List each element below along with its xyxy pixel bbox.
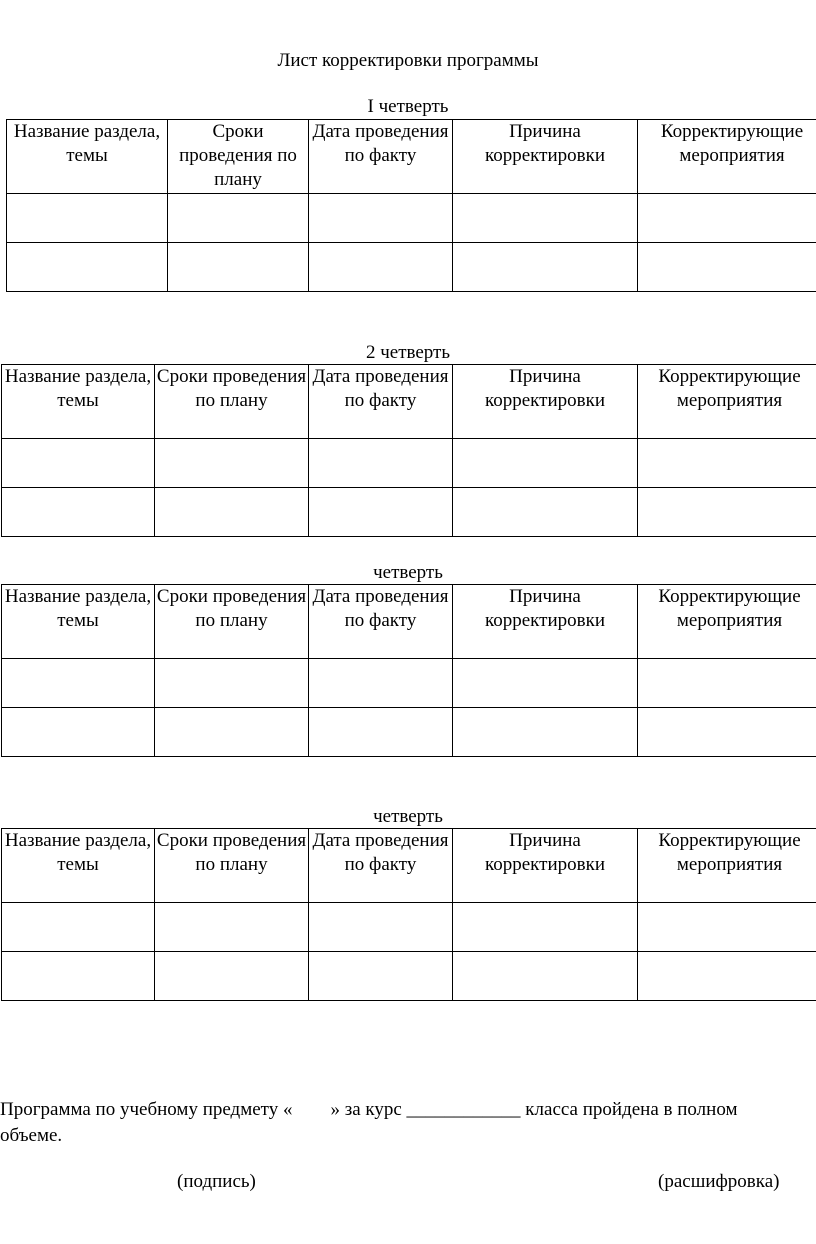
header-section-name: Название раздела, темы (2, 365, 155, 439)
header-reason: Причина корректировки (453, 829, 638, 903)
header-row (7, 120, 816, 194)
table-cell (453, 194, 638, 243)
table-cell (7, 194, 168, 243)
table-cell (155, 488, 309, 537)
table-cell (309, 243, 453, 292)
table-cell (453, 659, 638, 708)
header-actual-date: Дата проведения по факту (309, 585, 453, 659)
table-cell (2, 439, 155, 488)
quarter-2-label: 2 четверть (365, 342, 451, 363)
header-planned-dates: Сроки проведения по плану (168, 120, 309, 194)
table-cell (638, 659, 816, 708)
table-cell (2, 488, 155, 537)
quarter-4-table (1, 828, 816, 1001)
header-row (2, 829, 816, 903)
header-measures: Корректирующие мероприятия (638, 829, 816, 903)
table-cell (155, 903, 309, 952)
header-actual-date: Дата проведения по факту (309, 829, 453, 903)
table-cell (453, 488, 638, 537)
header-measures: Корректирующие мероприятия (638, 585, 816, 659)
table-cell (453, 708, 638, 757)
table-cell (638, 488, 816, 537)
table-cell (155, 659, 309, 708)
table-cell (453, 903, 638, 952)
table-cell (638, 439, 816, 488)
header-row (2, 365, 816, 439)
table-row (2, 952, 816, 1001)
table-cell (155, 708, 309, 757)
table-cell (309, 952, 453, 1001)
quarter-1-label: I четверть (367, 96, 449, 117)
document-title: Лист корректировки программы (277, 50, 539, 71)
table-cell (453, 439, 638, 488)
table-row (7, 194, 816, 243)
table-row (2, 659, 816, 708)
table-cell (309, 194, 453, 243)
signature-label: (подпись) (177, 1171, 256, 1192)
header-measures: Корректирующие мероприятия (638, 120, 816, 194)
header-reason: Причина корректировки (453, 365, 638, 439)
completion-line-2: объеме. (0, 1125, 63, 1146)
header-section-name: Название раздела, темы (2, 829, 155, 903)
table-cell (638, 243, 816, 292)
header-planned-dates: Сроки проведения по плану (155, 585, 309, 659)
header-section-name: Название раздела, темы (7, 120, 168, 194)
table-cell (309, 488, 453, 537)
table-cell (638, 194, 816, 243)
table-cell (168, 194, 309, 243)
quarter-3-label: четверть (373, 562, 443, 583)
header-planned-dates: Сроки проведения по плану (155, 365, 309, 439)
header-actual-date: Дата проведения по факту (309, 120, 453, 194)
table-cell (638, 708, 816, 757)
header-reason: Причина корректировки (453, 585, 638, 659)
table-cell (453, 952, 638, 1001)
table-cell (453, 243, 638, 292)
table-cell (2, 659, 155, 708)
table-cell (309, 439, 453, 488)
table-cell (309, 903, 453, 952)
decoding-label: (расшифровка) (658, 1171, 780, 1192)
quarter-1-table (6, 119, 816, 292)
header-reason: Причина корректировки (453, 120, 638, 194)
table-row (2, 708, 816, 757)
table-cell (7, 243, 168, 292)
header-actual-date: Дата проведения по факту (309, 365, 453, 439)
quarter-2-table (1, 364, 816, 537)
table-row (2, 488, 816, 537)
table-row (7, 243, 816, 292)
header-planned-dates: Сроки проведения по плану (155, 829, 309, 903)
table-cell (2, 903, 155, 952)
table-cell (638, 903, 816, 952)
table-cell (638, 952, 816, 1001)
completion-statement (0, 1097, 816, 1149)
table-cell (2, 952, 155, 1001)
completion-line-1: Программа по учебному предмету « » за курс ____________ класса пройдена в полном (0, 1099, 738, 1120)
table-cell (309, 708, 453, 757)
table-cell (155, 439, 309, 488)
quarter-4-label: четверть (373, 806, 443, 827)
table-cell (309, 659, 453, 708)
table-cell (155, 952, 309, 1001)
quarter-3-table (1, 584, 816, 757)
header-measures: Корректирующие мероприятия (638, 365, 816, 439)
table-cell (2, 708, 155, 757)
table-cell (168, 243, 309, 292)
table-row (2, 903, 816, 952)
table-row (2, 439, 816, 488)
header-row (2, 585, 816, 659)
header-section-name: Название раздела, темы (2, 585, 155, 659)
